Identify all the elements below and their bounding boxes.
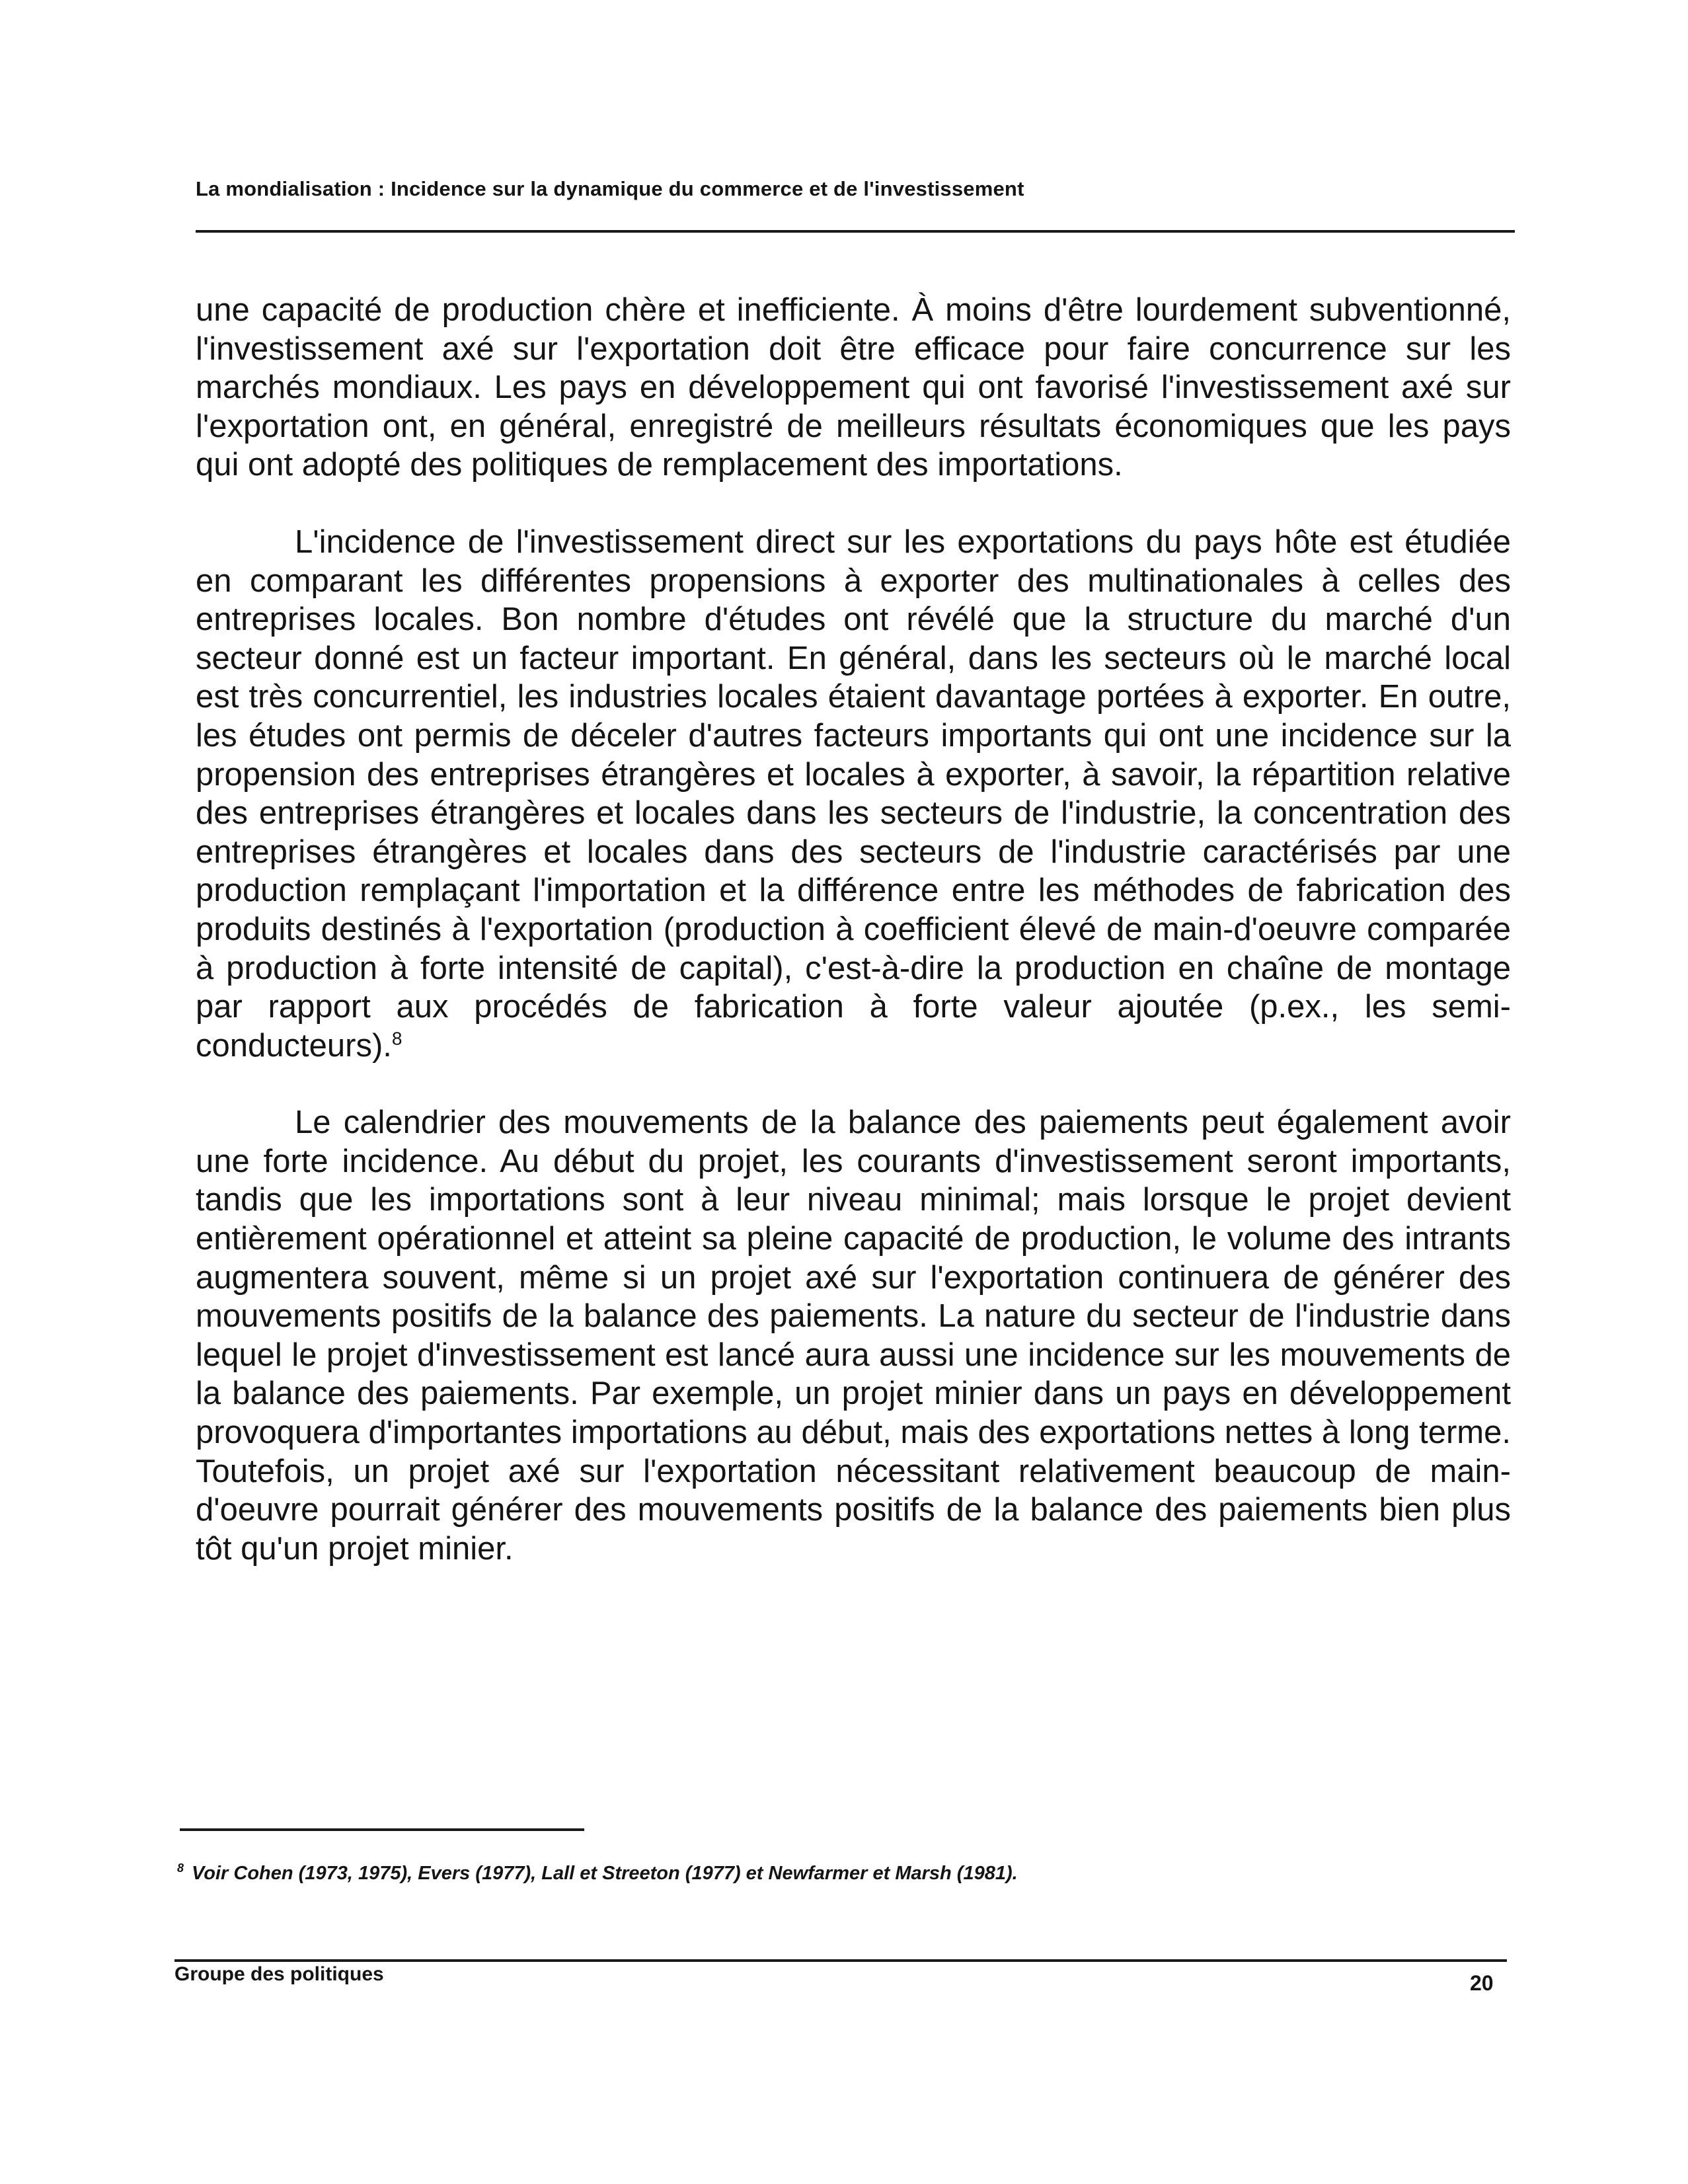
footnote-rule — [180, 1828, 584, 1831]
running-header: La mondialisation : Incidence sur la dynamique du commerce et de l'investissement — [196, 177, 1024, 200]
header-rule — [196, 230, 1515, 233]
paragraph-2-text: L'incidence de l'investissement direct sur les exportations du pays hôte est étudiée en comparant les différentes propensions à exporter des multinationales à celles des entreprises locales. Bon nombre d'études ont révélé que la structure du marché d'un secteur donné est un facteur important. En général, dans les secteurs où le marché local est très concurrentiel, les industries locales étaient davantage portées à exporter. En outre, les études ont permis de déceler d'autres facteurs importants qui ont une incidence sur la propension des entreprises étrangères et locales à exporter, à savoir, la répartition relative des entreprises étrangères et locales dans les secteurs de l'industrie, la concentration des entreprises étrangères et locales dans des secteurs de l'industrie caractérisés par une production remplaçant l'importation et la différence entre les méthodes de fabrication des produits destinés à l'exportation (production à coefficient élevé de main-d'oeuvre comparée à production à forte intensité de capital), c'est-à-dire la production en chaîne de montage par rapport aux procédés de fabrication à forte valeur ajoutée (p.ex., les semi-conducteurs). — [196, 524, 1511, 1064]
footnote-marker: 8 — [177, 1861, 184, 1875]
paragraph-1: une capacité de production chère et inefficiente. À moins d'être lourdement subventionné, l'investissement axé sur l'exportation doit être efficace pour faire concurrence sur les marchés mondiaux. Les pays en développement qui ont favorisé l'investissement axé sur l'exportation ont, en général, enregistré de meilleurs résultats économiques que les pays qui ont adopté des politiques de remplacement des importations. — [196, 292, 1511, 483]
footnote — [177, 1863, 1018, 1885]
footnote-reference: 8 — [391, 1028, 403, 1049]
footer-organization: Groupe des politiques — [174, 1963, 384, 1985]
paragraph-2 — [196, 523, 1511, 1065]
paragraph-3: Le calendrier des mouvements de la balance des paiements peut également avoir une forte incidence. Au début du projet, les courants d'investissement seront importants, tandis que les importations sont à leur niveau minimal; mais lorsque le projet devient entièrement opérationnel et atteint sa pleine capacité de production, le volume des intrants augmentera souvent, même si un projet axé sur l'exportation continuera de générer des mouvements positifs de la balance des paiements. La nature du secteur de l'industrie dans lequel le projet d'investissement est lancé aura aussi une incidence sur les mouvements de la balance des paiements. Par exemple, un projet minier dans un pays en développement provoquera d'importantes importations au début, mais des exportations nettes à long terme. Toutefois, un projet axé sur l'exportation nécessitant relativement beaucoup de main-d'oeuvre pourrait générer des mouvements positifs de la balance des paiements bien plus tôt qu'un projet minier. — [196, 1105, 1511, 1567]
body-text — [196, 291, 1511, 1606]
footer-rule — [174, 1959, 1507, 1962]
page-number: 20 — [1470, 1971, 1494, 1995]
footnote-text: Voir Cohen (1973, 1975), Evers (1977), Lall et Streeton (1977) et Newfarmer et Marsh (1981). — [192, 1863, 1018, 1884]
